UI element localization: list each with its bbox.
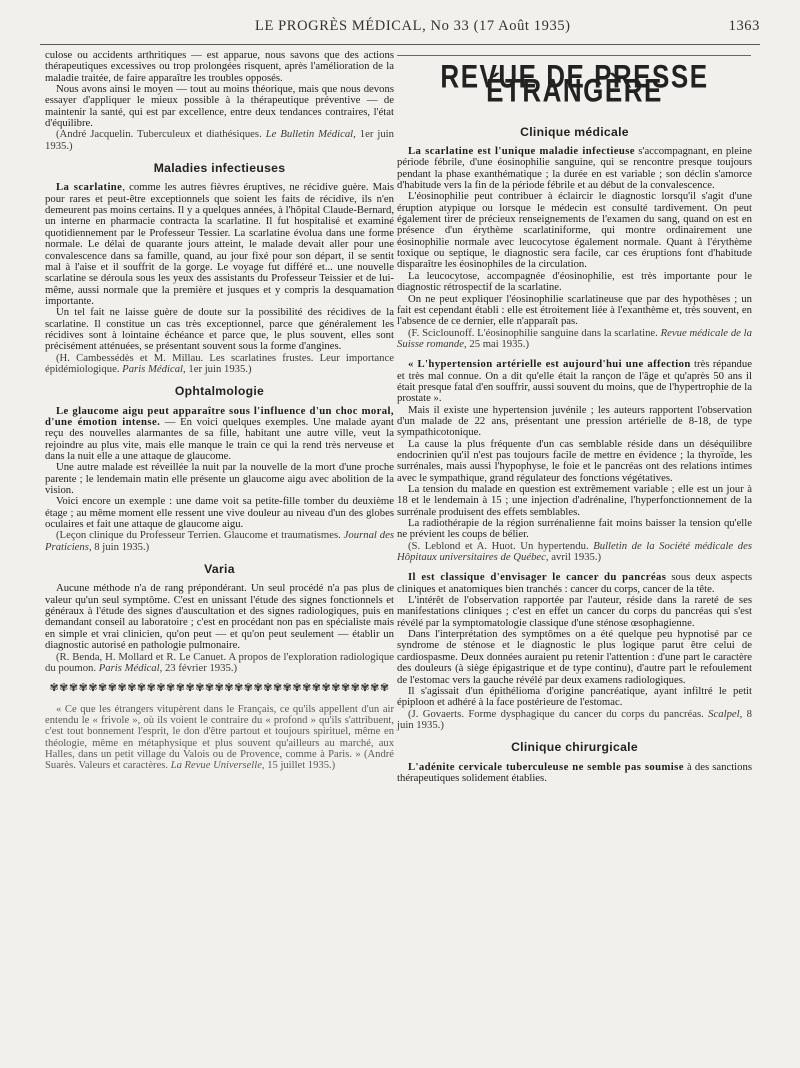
article-body: sous deux aspects cliniques et anatomiques bien tranchés : cancer du corps, cancer de la tête. (397, 571, 752, 595)
reference-journal: Le Bulletin Médical (265, 128, 354, 141)
reference-date: , 8 juin 1935.) (397, 707, 753, 731)
header-rule (40, 44, 760, 45)
intro-paragraph-1: culose ou accidents arthritiques — est apparue, nous savons que des actions thérapeutiques excessives ou trop prolongées risquent, après l'amélioration de la maladie traitée, de faire apparaître les troubles opposés. (45, 49, 394, 84)
glaucome-reference (45, 530, 394, 553)
hypertension-paragraph-3: La cause la plus fréquente d'un cas semblable réside dans un déséquilibre endocrinien qu'il n'est pas toujours facile de mettre en évidence ; la thyroïde, les surrénales, mais aussi l'hypophyse, le foie et le pancréas ont des relations intimes avec le sympathique, grand régulateur des fonctions végétatives. (397, 437, 752, 484)
ornamental-divider: ✾✾✾✾✾✾✾✾✾✾✾✾✾✾✾✾✾✾✾✾✾✾✾✾✾✾✾✾✾✾✾✾✾✾✾ (49, 683, 390, 695)
page-number: 1363 (728, 18, 760, 34)
suares-quote (45, 704, 394, 772)
article-lead: La scarlatine (56, 181, 123, 194)
glaucome-paragraph-2: Une autre malade est réveillée la nuit par la nouvelle de la mort d'une proche parente ; le lendemain matin elle présente un glaucome aigu avec abolition de la vision. (45, 461, 394, 497)
reference-date: , 25 mai 1935.) (464, 337, 530, 350)
hypertension-reference (397, 541, 752, 564)
reference-journal: Revue médicale de la Suisse romande (397, 326, 752, 350)
reference-journal: Bulletin de la Société médicale des Hôpitaux universitaires de Québec (397, 539, 752, 564)
scarlatine-paragraph-2: Un tel fait ne laisse guère de doute sur la possibilité des récidives de la scarlatine. Il constitue un cas très exceptionnel, parce que généralement les récidives sont à lointaine échéance et parce que, le plus souvent, elles sont précisément atténuées, se présentant souvent sous la forme d'angines. (45, 306, 394, 353)
hypertension-paragraph-1 (397, 359, 752, 404)
reference-journal: Paris Médical (122, 362, 184, 375)
article-lead: « L'hypertension artérielle est aujourd'hui une affection (408, 358, 691, 371)
pancreas-paragraph-3: Dans l'interprétation des symptômes on a été quelque peu hypnotisé par ce syndrome de sténose et le diagnostic le plus logique parut être celui de cardiospasme. Deux données auraient pu retenir l'attention : d'une part le caractère des douleurs (à siège épigastrique et de type continu), d'autre part le refoulement de l'estomac vers la gauche révélé par deux examens radiologiques. (397, 628, 752, 686)
article-body: s'accompagnant, en pleine période fébrile, d'une éosinophilie sanguine, qui se rencontre presque toujours pendant la phase exanthématique ; la durée en est variable ; son déclin s'amorce d'habitude vers la fin de la période fébrile et au début de la convalescence. (397, 145, 752, 192)
right-column (397, 50, 752, 784)
section-heading-infectious: Maladies infectieuses (153, 161, 286, 176)
quote-date: , 15 juillet 1935.) (261, 760, 336, 772)
eosinophilie-paragraph-1 (397, 146, 752, 191)
glaucome-paragraph-1 (45, 406, 394, 463)
eosinophilie-paragraph-2: L'éosinophilie peut contribuer à éclaircir le diagnostic lorsqu'il s'agit d'une éruption atypique ou lorsque le médecin est consulté tardivement. On peut également tirer de précieux renseignements de l'examen du sang, quand on est en présence d'un érythème scarlatiniforme, qui montre ordinairement une éosinophilie normale avec leucocytose également normale. Quant à l'érythème toxique ou septique, le diagnostic sera facile, car ces éruptions font d'habitude disparaître les éosinophiles de la circulation. (397, 190, 752, 271)
hypertension-paragraph-5: La radiothérapie de la région surrénalienne fait moins baisser la tension qu'elle ne prévient les coups de bélier. (397, 517, 752, 541)
eosinophilie-paragraph-3: La leucocytose, accompagnée d'éosinophilie, est très importante pour le diagnostic rétrospectif de la scarlatine. (397, 269, 752, 294)
article-body: — En voici quelques exemples. Une malade ayant reçu des nouvelles alarmantes de sa fille, habitant une autre ville, veut la rejoindre au plus vite, mais elle manque le train ce qui la rend très nerveuse et dans la nuit elle a une attaque de glaucome. (45, 415, 394, 462)
left-column (45, 50, 394, 772)
varia-paragraph: Aucune méthode n'a de rang prépondérant. Un seul procédé n'a pas plus de valeur qu'un seul symptôme. C'est en unissant l'étude des signes fonctionnels et généraux à l'étude des signes d'auscultation et des signes radiologiques, puis en demandant conseil au laboratoire ; c'est en procédant non pas en spécialiste mais en simple et vrai clinicien, qu'on peut — et qu'on peut seulement — établir un diagnostic autorisé en pathologie pulmonaire. (45, 582, 394, 652)
quote-paragraph (45, 704, 394, 772)
reference-journal: Scalpel (708, 707, 740, 720)
article-lead: L'adénite cervicale tuberculeuse ne semble pas soumise (408, 760, 684, 773)
article-body: , comme les autres fièvres éruptives, ne récidive guère. Mais pour rares et peut-être exceptionnels que soient les faits de récidive, ils n'en demeurent pas moins certains. Il y a quelques années, à l'hôpital Claude-Bernard, un interne en pharmacie contracta la scarlatine. Il fut hospitalisé et examiné quotidiennement par le Professeur Tessier. La scarlatine évolua dans une forme normale. Le délai de quarante jours atteint, le malade devait aller pour une convalescence dans sa famille, quand, au jour fixé pour son départ, il se sentit mal à l'aise et il souffrit de la gorge. Le voyage fut différé et... une nouvelle scarlatine se déroula sous les yeux des assistants du Professeur Teissier et de lui-même, aussi normale que la première et jusques et y compris la desquamation importante. (45, 181, 394, 307)
reference-text: (André Jacquelin. Tuberculeux et diathésiques. (56, 128, 266, 141)
reference-date: , 1er juin 1935.) (183, 362, 252, 375)
reference-text: (S. Leblond et A. Huot. Un hypertendu. (408, 539, 594, 552)
pancreas-paragraph-2: L'intérêt de l'observation rapportée par l'auteur, réside dans la rareté de ses manifestations cliniques ; c'est en effet un cancer du corps du pancréas qui s'est révélé par la symptomatologie classique d'une sténose œsophagienne. (397, 594, 752, 629)
quote-journal: La Revue Universelle (170, 760, 262, 772)
quote-text: « Ce que les étrangers vitupèrent dans le Français, ce qu'ils appellent d'un air entendu le « frivole », où ils voient le contraire du « profond » qu'ils s'attribuent, c'est tout bonnement l'esprit, le don d'être partout et toujours spirituel, même en théologie, même en métaphysique et plus souvent qu'ailleurs au marché, aux Halles, dans un petit village du Valois ou de Provence, comme à Paris. » (André Suarès. Valeurs et caractères. (45, 703, 394, 772)
eosinophilie-reference (397, 328, 752, 351)
hypertension-paragraph-4: La tension du malade en question est extrêmement variable ; elle est un jour à 18 et le lendemain à 15 ; une injection d'adrénaline, l'hyperfonctionnement de la surrénale produisent des effets semblables. (397, 483, 752, 518)
pancreas-paragraph-4: Il s'agissait d'un épithélioma d'origine pancréatique, ayant infiltré le petit épiploon et adhéré à la face postérieure de l'estomac. (397, 684, 752, 709)
hypertension-paragraph-2: Mais il existe une hypertension juvénile ; les auteurs rapportent l'observation d'un malade de 22 ans, présentant une pression artérielle de 8-18, de type sympathicotonique. (397, 403, 752, 439)
scarlatine-paragraph-1 (45, 182, 394, 307)
article-lead: Le glaucome aigu peut apparaître sous l'influence d'un choc moral, d'une émotion intense. (45, 404, 394, 428)
intro-reference (45, 129, 394, 152)
reference-text: (J. Govaerts. Forme dysphagique du cancer du corps du pancréas. (408, 707, 709, 720)
section-heading-clinique-chirurgicale: Clinique chirurgicale (511, 740, 638, 755)
section-heading-varia: Varia (204, 562, 235, 577)
adenite-paragraph (397, 762, 752, 785)
section-heading-ophtalmology: Ophtalmologie (174, 384, 265, 399)
reference-date: , avril 1935.) (545, 551, 602, 564)
reference-text: (Leçon clinique du Professeur Terrien. Glaucome et traumatismes. (56, 529, 344, 542)
article-lead: Il est classique d'envisager le cancer du pancréas (408, 571, 667, 584)
pancreas-reference (397, 709, 752, 732)
glaucome-paragraph-3: Voici encore un exemple : une dame voit sa petite-fille tomber du deuxième étage ; au même moment elle ressent une vive douleur au niveau d'un des globes oculaires et fait une attaque de glaucome aigu. (45, 495, 394, 531)
reference-journal: Journal des Praticiens (45, 529, 394, 553)
section-heading-clinique-medicale: Clinique médicale (520, 124, 629, 139)
scarlatine-reference (45, 353, 394, 376)
reference-journal: Paris Médical (98, 661, 160, 674)
varia-reference (45, 652, 394, 675)
pancreas-paragraph-1 (397, 572, 752, 595)
eosinophilie-paragraph-4: On ne peut expliquer l'éosinophilie scarlatineuse que par des hypothèses ; un fait est cependant établi : elle est étroitement liée à l'exanthème et, très souvent, en l'absence de ce dernier, elle n'apparaît pas. (397, 292, 752, 328)
article-body: très répandue et très mal connue. On a dit qu'elle était la rançon de l'âge et qu'après 50 ans il était presque fatal d'en souffrir, aussi souvent du moins, que de l'hypertrophie de la prostate ». (397, 358, 752, 405)
reference-date: , 8 juin 1935.) (88, 540, 150, 553)
reference-text: (R. Benda, H. Mollard et R. Le Canuet. A propos de l'exploration radiologique du poumon. (45, 650, 394, 674)
reference-date: , 1er juin 1935.) (45, 128, 395, 152)
journal-header-title: LE PROGRÈS MÉDICAL, No 33 (17 Août 1935) (255, 18, 571, 34)
intro-paragraph-2: Nous avons ainsi le moyen — tout au moins théorique, mais que nous devons essayer d'appliquer le mieux possible à la thérapeutique préventive — de maintenir la santé, qui est par excellence, entre deux tendances contraires, l'état d'équilibre. (45, 83, 394, 130)
article-lead: La scarlatine est l'unique maladie infectieuse (408, 145, 635, 158)
running-header (40, 18, 760, 38)
revue-banner: REVUE DE PRESSE ÉTRANGÈRE (440, 57, 709, 110)
reference-date: , 23 février 1935.) (159, 661, 238, 674)
reference-text: (H. Cambessédès et M. Millau. Les scarlatines frustes. Leur importance épidémiologique. (45, 351, 394, 375)
reference-text: (F. Sciclounoff. L'éosinophilie sanguine dans la scarlatine. (408, 326, 661, 339)
article-body: à des sanctions thérapeutiques solidement établies. (397, 760, 752, 784)
